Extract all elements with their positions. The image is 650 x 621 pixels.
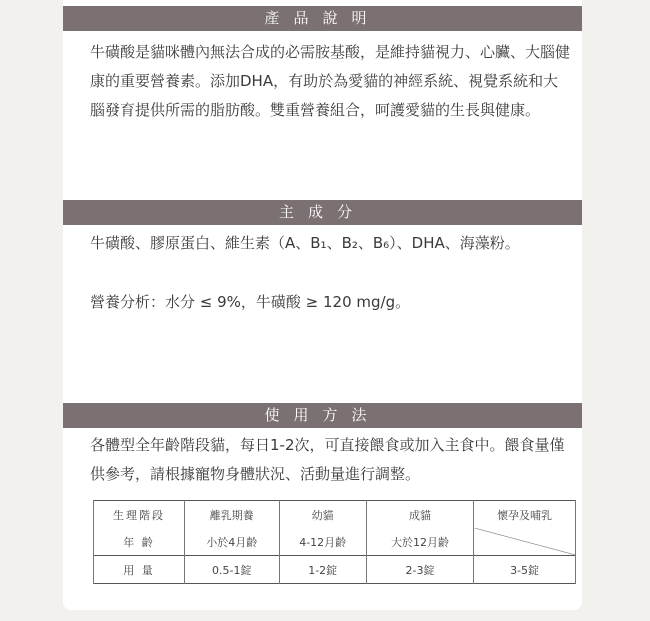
section-title-usage: 使用方法 [63, 403, 582, 428]
stage-cell: 懷孕及哺乳 [474, 501, 576, 529]
usage-text: 各體型全年齡階段貓，每日1-2次，可直接餵食或加入主食中。餵食量僅供參考，請根據寵物身體狀況、活動量進行調整。 [90, 436, 565, 483]
ingredients-text: 牛磺酸、膠原蛋白、維生素（A、B₁、B₂、B₆）、DHA、海藻粉。 [90, 234, 520, 252]
dose-cell: 1-2錠 [279, 556, 366, 584]
table-row [94, 556, 576, 584]
table-row [94, 501, 576, 529]
age-cell: 小於4月齡 [185, 528, 280, 556]
dose-cell: 0.5-1錠 [185, 556, 280, 584]
dosage-table [93, 500, 576, 584]
stage-cell: 成貓 [366, 501, 473, 529]
age-label: 年 齡 [94, 528, 185, 556]
description-text: 牛磺酸是貓咪體內無法合成的必需胺基酸，是維持貓視力、心臟、大腦健康的重要營養素。添加DHA，有助於為愛貓的神經系統、視覺系統和大腦發育提供所需的脂肪酸。雙重營養組合，呵護愛貓的生長與健康。 [90, 43, 571, 119]
stage-cell: 離乳期養 [185, 501, 280, 529]
section-title-description: 產品說明 [63, 6, 582, 31]
dose-label: 用 量 [94, 556, 185, 584]
stage-label: 生理階段 [94, 501, 185, 529]
nutrition-analysis: 營養分析：水分 ≤ 9%，牛磺酸 ≥ 120 mg/g。 [90, 293, 411, 311]
age-cell-empty [474, 528, 576, 556]
dose-cell: 2-3錠 [366, 556, 473, 584]
section-title-ingredients: 主成分 [63, 200, 582, 225]
dose-cell: 3-5錠 [474, 556, 576, 584]
stage-cell: 幼貓 [279, 501, 366, 529]
table-row [94, 528, 576, 556]
age-cell: 大於12月齡 [366, 528, 473, 556]
age-cell: 4-12月齡 [279, 528, 366, 556]
